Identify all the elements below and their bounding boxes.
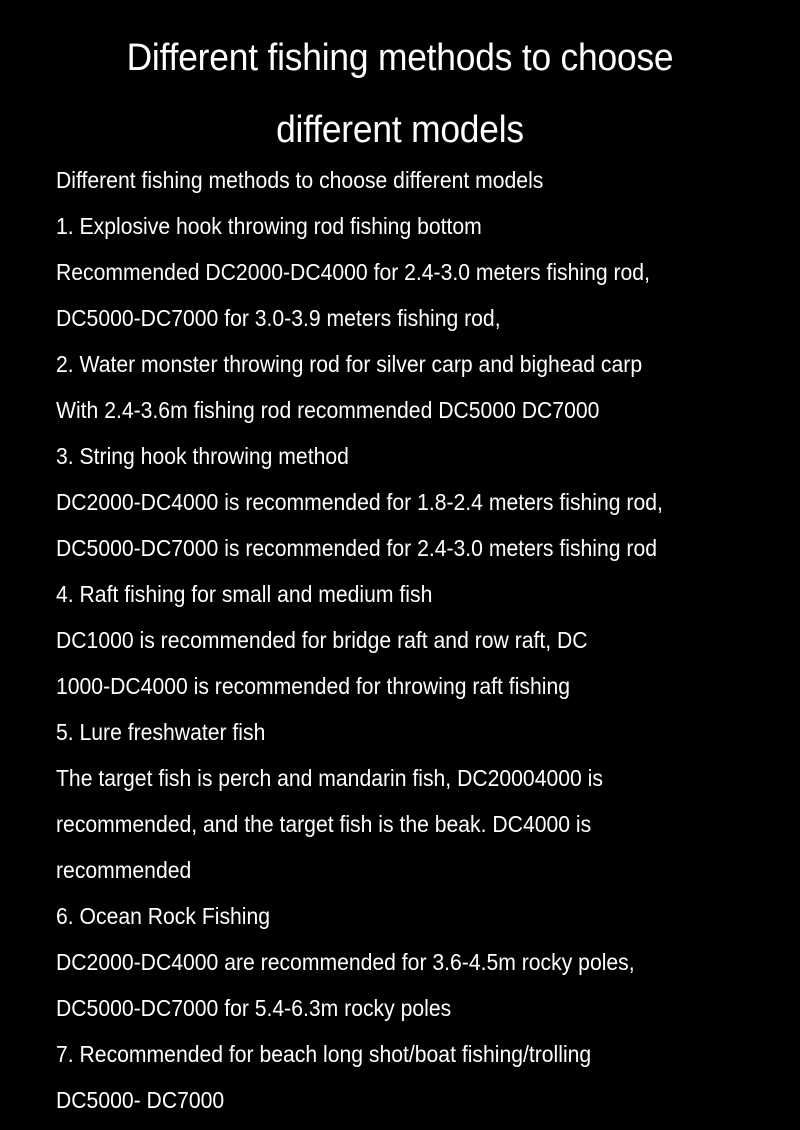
method-3-detail-line: DC5000-DC7000 is recommended for 2.4-3.0 meters fishing rod [56, 535, 658, 561]
method-4-detail-line: DC1000 is recommended for bridge raft and row raft, DC [56, 627, 588, 653]
title-line: Different fishing methods to choose [126, 37, 674, 79]
method-2-detail-line: With 2.4-3.6m fishing rod recommended DC5000 DC7000 [56, 397, 600, 423]
method-7-heading: 7. Recommended for beach long shot/boat fishing/trolling [56, 1041, 592, 1067]
page-title [28, 22, 772, 166]
method-1-detail-line: DC5000-DC7000 for 3.0-3.9 meters fishing rod, [56, 305, 501, 331]
method-7-detail-line: DC5000- DC7000 [56, 1087, 225, 1113]
content-body [56, 157, 776, 1123]
method-6-heading: 6. Ocean Rock Fishing [56, 903, 271, 929]
method-4-heading: 4. Raft fishing for small and medium fish [56, 581, 433, 607]
method-5-detail-line: The target fish is perch and mandarin fish, DC20004000 is [56, 765, 603, 791]
method-5-detail-line: recommended [56, 857, 192, 883]
title-line: different models [276, 109, 524, 151]
method-5-heading: 5. Lure freshwater fish [56, 719, 266, 745]
method-2-heading: 2. Water monster throwing rod for silver carp and bighead carp [56, 351, 643, 377]
method-6-detail-line: DC2000-DC4000 are recommended for 3.6-4.5m rocky poles, [56, 949, 635, 975]
method-3-detail-line: DC2000-DC4000 is recommended for 1.8-2.4 meters fishing rod, [56, 489, 663, 515]
method-1-heading: 1. Explosive hook throwing rod fishing bottom [56, 213, 482, 239]
method-3-heading: 3. String hook throwing method [56, 443, 349, 469]
intro-line: Different fishing methods to choose different models [56, 167, 544, 193]
method-4-detail-line: 1000-DC4000 is recommended for throwing raft fishing [56, 673, 570, 699]
method-5-detail-line: recommended, and the target fish is the beak. DC4000 is [56, 811, 592, 837]
method-6-detail-line: DC5000-DC7000 for 5.4-6.3m rocky poles [56, 995, 452, 1021]
method-1-detail-line: Recommended DC2000-DC4000 for 2.4-3.0 meters fishing rod, [56, 259, 650, 285]
